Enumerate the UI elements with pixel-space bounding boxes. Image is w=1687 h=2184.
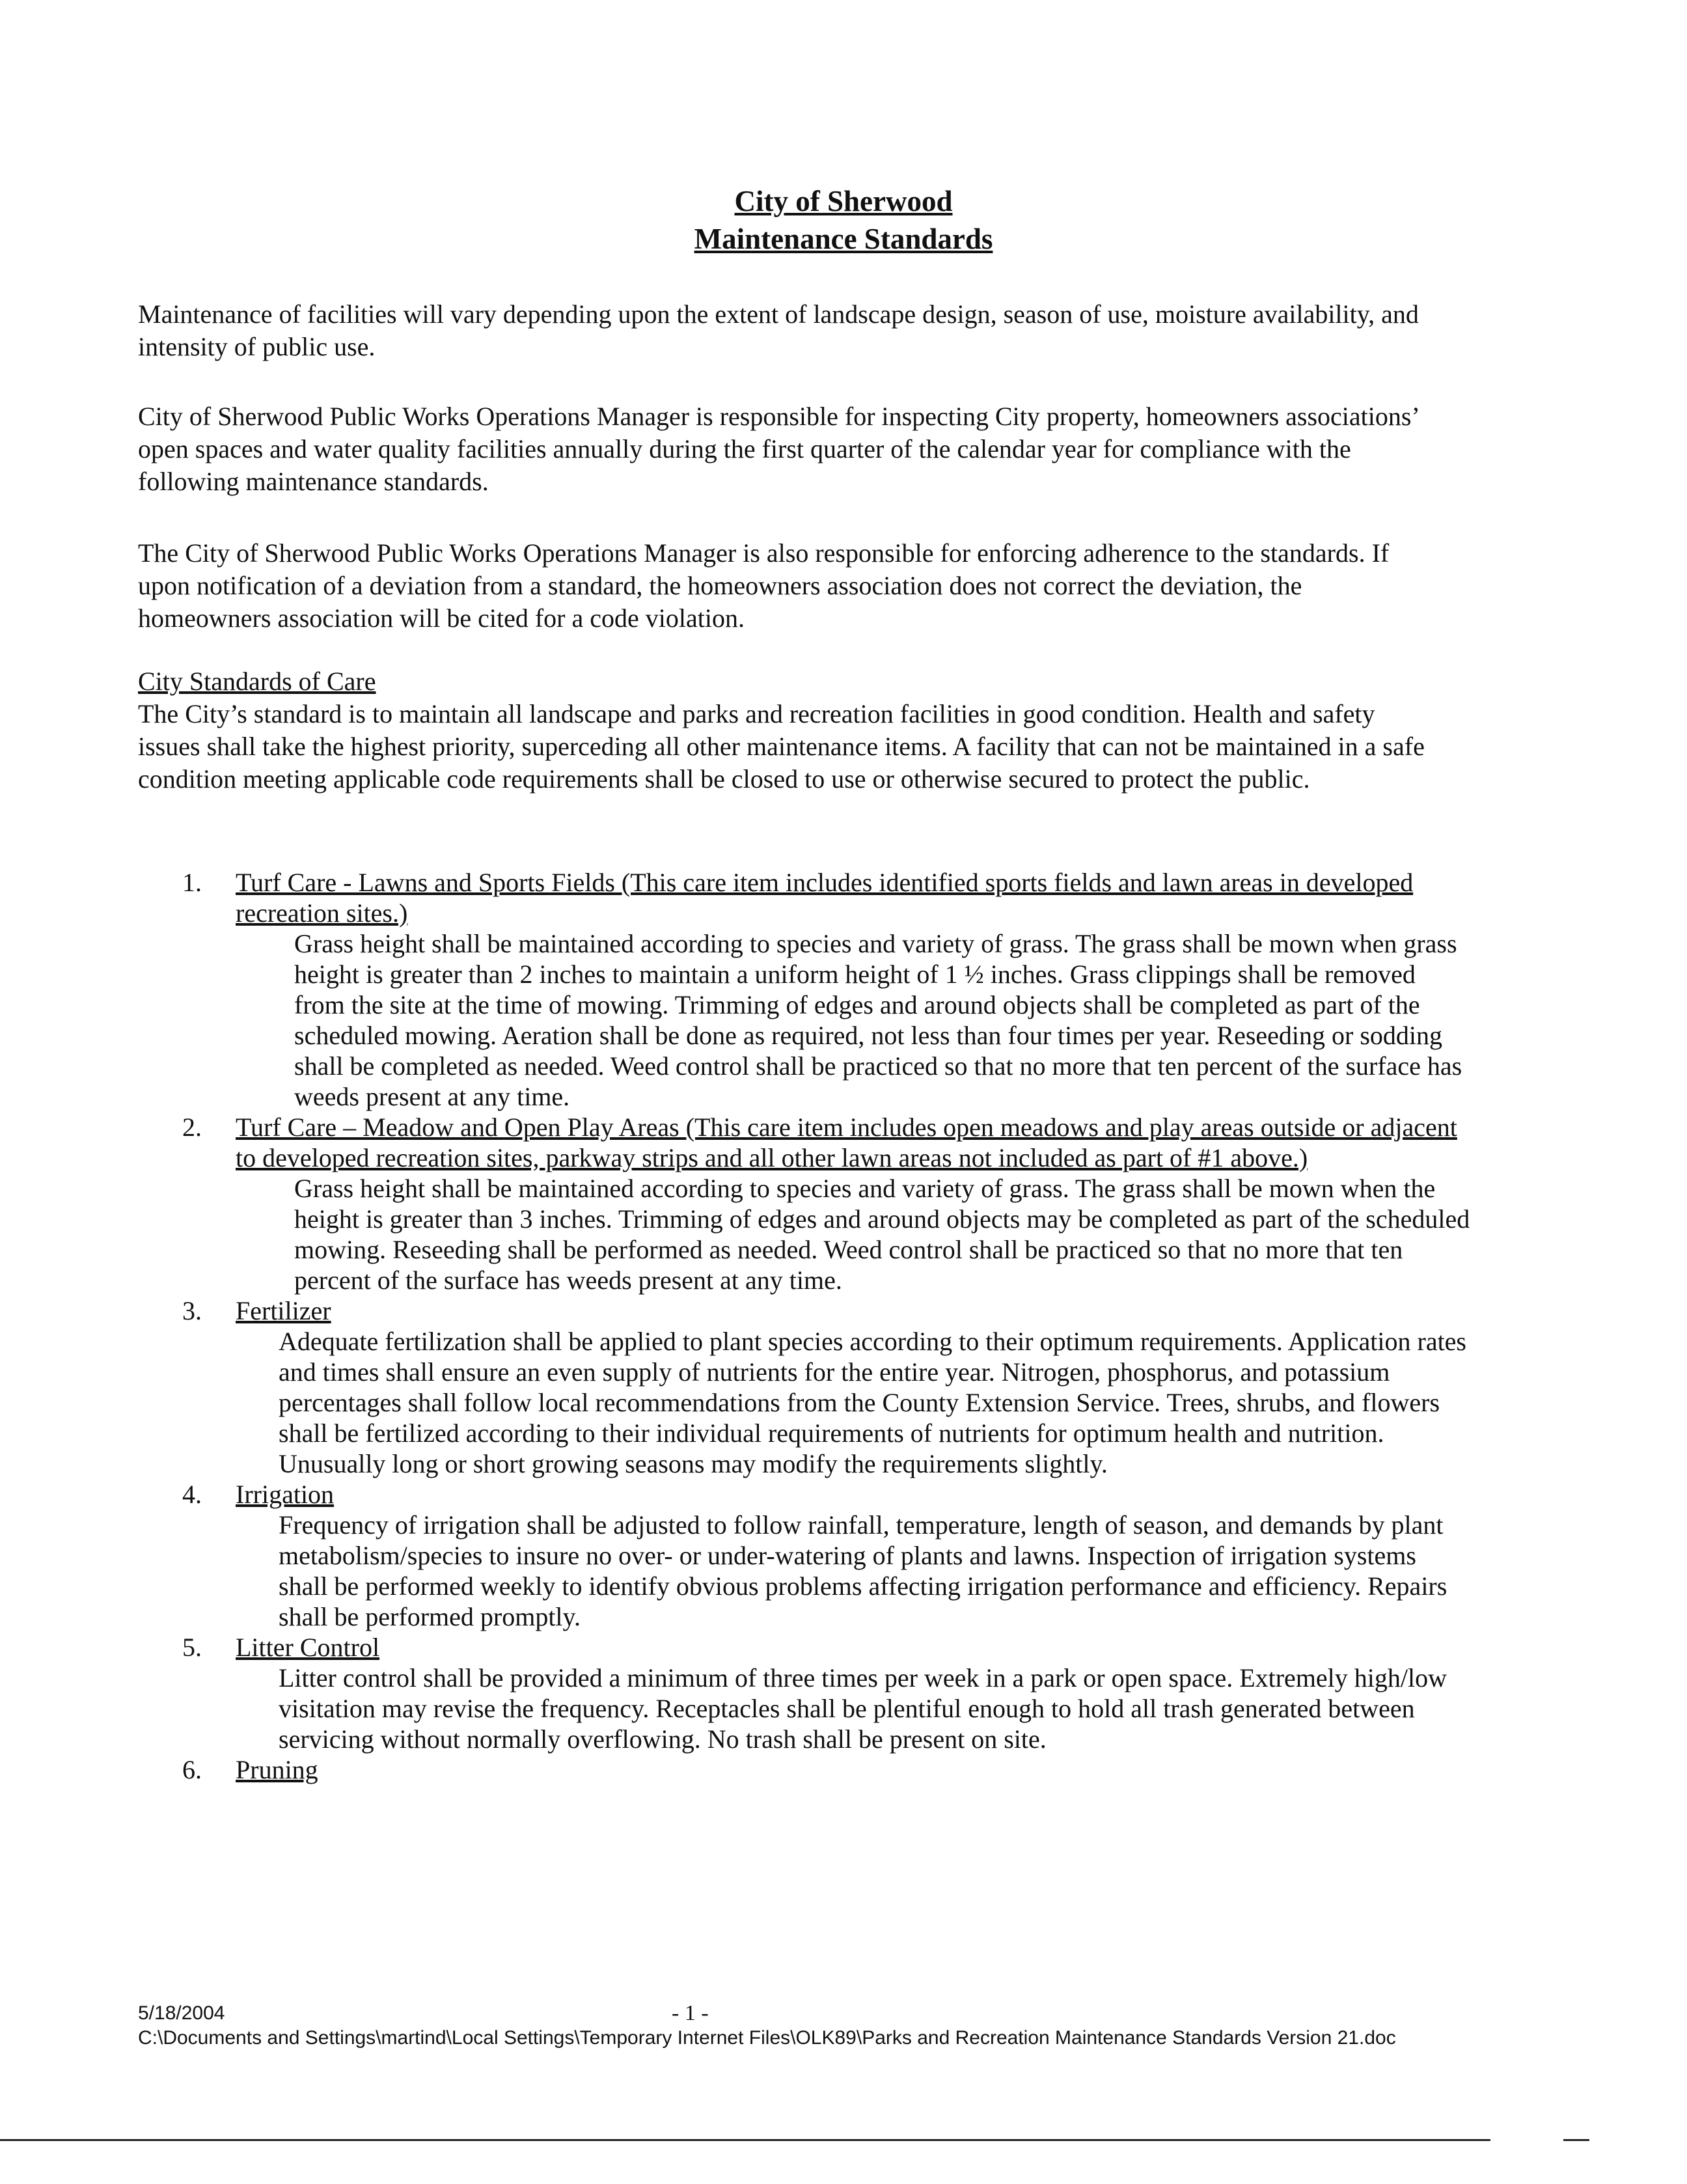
item-number: 5. [182,1633,202,1662]
bottom-divider-short [1563,2139,1589,2141]
bottom-divider [0,2139,1490,2141]
list-item-turf-meadow [182,1112,1471,1295]
responsibility-paragraph: City of Sherwood Public Works Operations Manager is responsible for inspecting City property, homeowners associations’ open spaces and water quality facilities annually during the first quarter of the calendar year for compliance with the following maintenance standards. [138,402,1418,496]
footer-page-number: - 1 - [672,2001,709,2025]
document-title: City of Sherwood [734,185,953,217]
item-number: 3. [182,1296,202,1325]
item-number: 2. [182,1113,202,1142]
document-header [0,182,1687,258]
standards-list [182,867,1471,1785]
standards-text: The City’s standard is to maintain all landscape and parks and recreation facilities in good condition. Health and safety issues shall take the highest priority, superceding all other maintenance items. A facility that can not be maintained in a safe condition meeting applicable code requirements shall be closed to use or otherwise secured to protect the public. [138,699,1425,794]
list-item-fertilizer [182,1295,1471,1479]
item-body: Frequency of irrigation shall be adjusted to follow rainfall, temperature, length of season, and demands by plant metabolism/species to insure no over- or under-watering of plants and lawns. Inspection of irrigation systems shall be performed weekly to identify obvious problems affecting irrigation performance and efficiency. Repairs shall be performed promptly. [279,1510,1447,1631]
document-subtitle: Maintenance Standards [694,223,993,255]
item-body: Grass height shall be maintained according to species and variety of grass. The grass shall be mown when the height is greater than 3 inches. Trimming of edges and around objects may be completed as part of the scheduled mowing. Reseeding shall be performed as needed. Weed control shall be practiced so that no more that ten percent of the surface has weeds present at any time. [294,1174,1470,1295]
item-number: 6. [182,1755,202,1784]
intro-paragraph: Maintenance of facilities will vary depending upon the extent of landscape design, season of use, moisture availability, and intensity of public use. [138,299,1419,361]
item-title: Turf Care – Meadow and Open Play Areas (This care item includes open meadows and play areas outside or adjacent to developed recreation sites, parkway strips and all other lawn areas not included as part of #1 above.) [236,1113,1457,1172]
list-item-irrigation [182,1479,1471,1632]
footer-file-path: C:\Documents and Settings\martind\Local Settings\Temporary Internet Files\OLK89\Parks and Recreation Maintenance Standards Version 21.doc [138,2027,1396,2049]
item-title: Pruning [236,1755,318,1784]
item-body: Litter control shall be provided a minimum of three times per week in a park or open space. Extremely high/low visitation may revise the frequency. Receptacles shall be plentiful enough to hold all trash generated between servicing without normally overflowing. No trash shall be present on site. [279,1663,1447,1754]
list-item-turf-lawns [182,867,1471,1112]
list-item-pruning [182,1754,1471,1785]
standards-heading: City Standards of Care [138,667,376,696]
item-body: Grass height shall be maintained according to species and variety of grass. The grass shall be mown when grass height is greater than 2 inches to maintain a uniform height of 1 ½ inches. Grass clippings shall be removed from the site at the time of mowing. Trimming of edges and around objects shall be completed as part of the scheduled mowing. Aeration shall be done as required, not less than four times per year. Reseeding or sodding shall be completed as needed. Weed control shall be practiced so that no more that ten percent of the surface has weeds present at any time. [294,929,1462,1111]
item-body: Adequate fertilization shall be applied to plant species according to their optimum requirements. Application rates and times shall ensure an even supply of nutrients for the entire year. Nitrogen, phosphorus, and potassium percentages shall follow local recommendations from the County Extension Service. Trees, shrubs, and flowers shall be fertilized according to their individual requirements of nutrients for optimum health and nutrition. Unusually long or short growing seasons may modify the requirements slightly. [279,1327,1466,1478]
item-title: Fertilizer [236,1296,331,1325]
item-title: Litter Control [236,1633,380,1662]
item-number: 4. [182,1480,202,1509]
item-number: 1. [182,868,202,897]
enforcement-paragraph: The City of Sherwood Public Works Operations Manager is also responsible for enforcing adherence to the standards. If upon notification of a deviation from a standard, the homeowners association does not correct the deviation, the homeowners association will be cited for a code violation. [138,538,1390,633]
item-title: Irrigation [236,1480,335,1509]
list-item-litter-control [182,1632,1471,1754]
item-title: Turf Care - Lawns and Sports Fields (This care item includes identified sports fields and lawn areas in developed recreation sites.) [236,868,1414,928]
footer-date: 5/18/2004 [138,2002,225,2024]
standards-of-care-section [138,665,1440,795]
